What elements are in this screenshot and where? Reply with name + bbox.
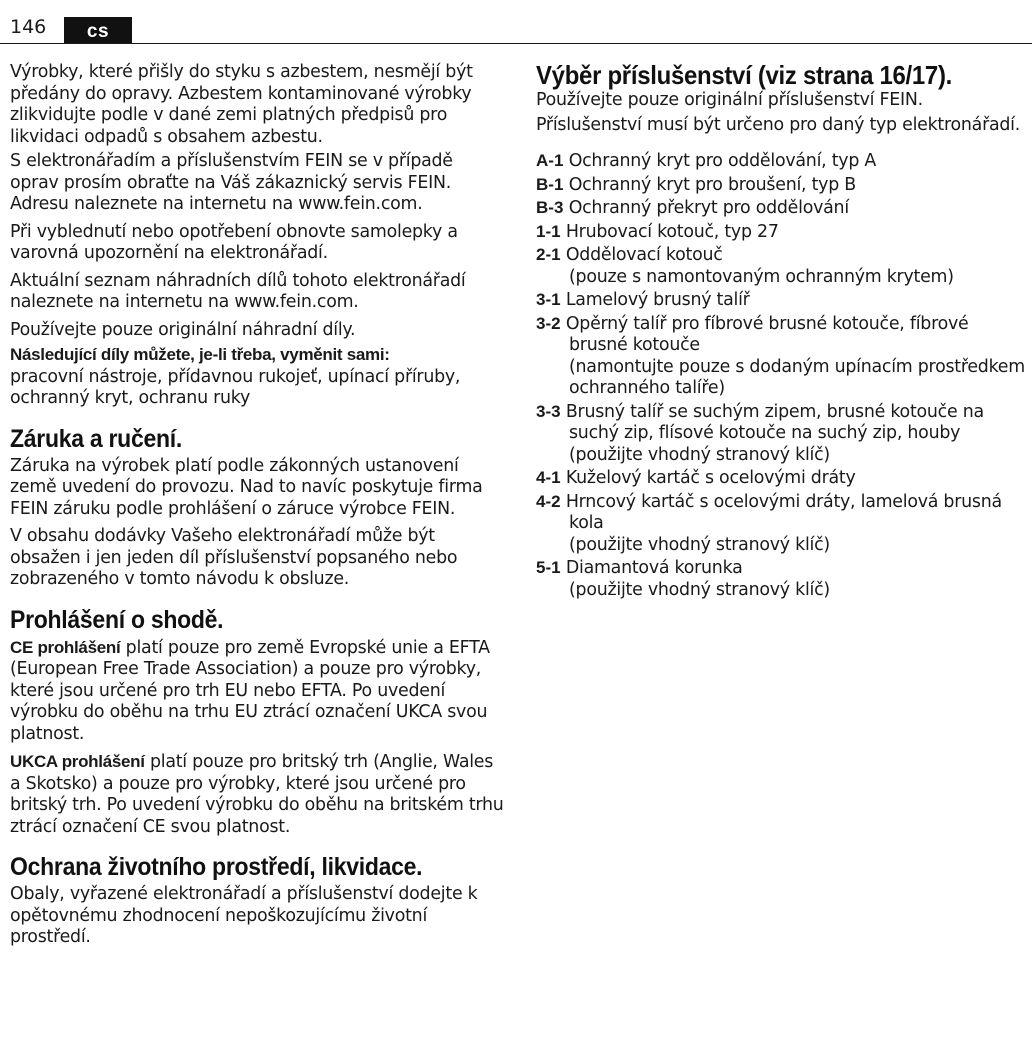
intro-paragraph-5: Používejte pouze originální náhradní díly. <box>10 319 356 340</box>
replace-parts-text: pracovní nástroje, přídavnou rukojeť, upínací příruby, ochranný kryt, ochranu ruky <box>10 366 461 408</box>
item-text: Lamelový brusný talíř <box>565 290 750 310</box>
page-header <box>0 0 1032 44</box>
ukca-declaration-paragraph <box>10 751 506 838</box>
item-code: 3-1 <box>536 290 561 309</box>
intro-paragraph-4: Aktuální seznam náhradních dílů tohoto elektronářadí naleznete na internetu na www.fein.com. <box>10 270 466 312</box>
ce-declaration-lead: CE prohlášení <box>10 637 121 657</box>
warranty-heading: Záruka a ručení. <box>10 424 182 453</box>
accessories-heading: Výběr příslušenství (viz strana 16/17). <box>536 60 953 90</box>
replace-lead: Následující díly můžete, je-li třeba, vyměnit sami: <box>10 345 390 364</box>
item-note: (použijte vhodný stranový klíč) <box>569 579 830 600</box>
item-text: Opěrný talíř pro fíbrové brusné kotouče, fíbrové brusné kotouče <box>565 313 969 355</box>
item-code: 2-1 <box>536 245 561 264</box>
environment-section <box>10 852 506 949</box>
item-text: Brusný talíř se suchým zipem, brusné kotouče na suchý zip, flísové kotouče na suchý zip, houby <box>565 401 984 443</box>
item-note: (namontujte pouze s dodaným upínacím prostředkem ochranného talíře) <box>569 356 1025 398</box>
list-item <box>536 174 1028 197</box>
warranty-section <box>10 424 506 591</box>
ukca-declaration-text: platí pouze pro britský trh (Anglie, Wales a Skotsko) a pouze pro výrobky, které jsou určené pro britský trh. Po uvedení výrobku do oběhu na britském trhu ztrácí označení CE svou platnost. <box>10 752 504 837</box>
list-item <box>536 221 1028 244</box>
item-code: 1-1 <box>536 221 561 241</box>
item-note: (použijte vhodný stranový klíč) <box>569 444 830 465</box>
item-note: (pouze s namontovaným ochranným krytem) <box>569 266 954 287</box>
right-column <box>536 60 1028 602</box>
item-code: 4-2 <box>536 491 561 511</box>
environment-paragraph: Obaly, vyřazené elektronářadí a příslušenství dodejte k opětovnému zhodnocení nepoškozujícímu životní prostředí. <box>10 884 478 947</box>
item-text: Diamantová korunka <box>565 558 743 578</box>
item-code: B-1 <box>536 174 564 194</box>
item-code: B-3 <box>536 198 564 217</box>
list-item <box>536 244 1028 288</box>
intro-paragraph-3: Při vyblednutí nebo opotřebení obnovte samolepky a varovná upozornění na elektronářadí. <box>10 221 458 263</box>
intro-paragraph-1: Výrobky, které přišly do styku s azbestem, nesmějí být předány do opravy. Azbestem kontaminované výrobky zlikvidujte podle v dané zemi platných předpisů pro likvidaci odpadů s obsahem azbestu. <box>10 62 473 147</box>
ce-declaration-text: platí pouze pro země Evropské unie a EFTA (European Free Trade Association) a pouze pro výrobky, které jsou určené pro trh EU nebo EFTA. Po uvedení výrobku do oběhu na trhu EU ztrácí označení UKCA svou platnost. <box>10 637 490 744</box>
item-text: Ochranný překryt pro oddělování <box>568 198 849 218</box>
conformity-section <box>10 605 506 839</box>
list-item <box>536 197 1028 220</box>
conformity-heading: Prohlášení o shodě. <box>10 605 224 634</box>
accessories-list <box>536 150 1028 601</box>
accessories-intro-1: Používejte pouze originální příslušenství FEIN. <box>536 90 923 110</box>
accessories-intro-2: Příslušenství musí být určeno pro daný typ elektronářadí. <box>536 114 1021 135</box>
list-item <box>536 289 1028 312</box>
item-text: Hrubovací kotouč, typ 27 <box>565 221 779 242</box>
intro-paragraph-2: S elektronářadím a příslušenstvím FEIN se v případě oprav prosím obraťte na Váš zákaznický servis FEIN. Adresu naleznete na internetu na www.fein.com. <box>10 151 453 214</box>
item-text: Oddělovací kotouč <box>565 245 723 265</box>
item-note: (použijte vhodný stranový klíč) <box>569 534 830 555</box>
environment-heading: Ochrana životního prostředí, likvidace. <box>10 853 423 881</box>
warranty-paragraph-2: V obsahu dodávky Vašeho elektronářadí může být obsažen i jen jeden díl příslušenství popsaného nebo zobrazeného v tomto návodu k obsluze. <box>10 526 458 589</box>
list-item <box>536 313 1028 400</box>
item-text: Kuželový kartáč s ocelovými dráty <box>565 468 856 488</box>
warranty-paragraph-1: Záruka na výrobek platí podle zákonných ustanovení země uvedení do provozu. Nad to navíc poskytuje firma FEIN záruku podle prohlášení o záruce výrobce FEIN. <box>10 455 483 519</box>
left-column <box>10 62 506 955</box>
item-code: A-1 <box>536 151 564 170</box>
list-item <box>536 491 1028 557</box>
item-code: 3-3 <box>536 401 561 421</box>
item-code: 5-1 <box>536 558 561 577</box>
item-code: 3-2 <box>536 313 561 333</box>
list-item <box>536 467 1028 490</box>
item-text: Hrncový kartáč s ocelovými dráty, lamelová brusná kola <box>565 491 1002 533</box>
language-tab: cs <box>64 17 132 44</box>
header-divider <box>0 43 1032 44</box>
list-item <box>536 401 1028 467</box>
item-text: Ochranný kryt pro broušení, typ B <box>568 174 856 195</box>
page-number: 146 <box>10 16 47 38</box>
list-item <box>536 557 1028 601</box>
item-text: Ochranný kryt pro oddělování, typ A <box>568 151 877 171</box>
ce-declaration-paragraph <box>10 637 506 746</box>
item-code: 4-1 <box>536 468 561 487</box>
ukca-declaration-lead: UKCA prohlášení <box>10 752 145 771</box>
list-item <box>536 150 1028 173</box>
